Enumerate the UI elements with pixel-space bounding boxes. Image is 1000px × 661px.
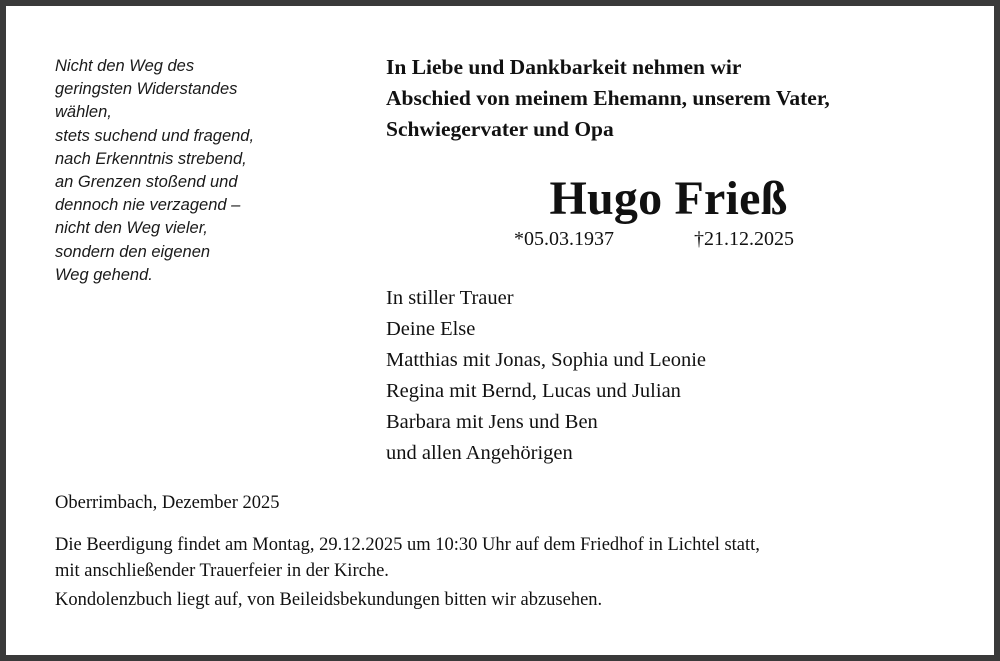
intro-line: In Liebe und Dankbarkeit nehmen wir: [386, 55, 742, 79]
mourner-line: und allen Angehörigen: [386, 442, 573, 464]
death-date: [694, 225, 794, 253]
mourner-line: Barbara mit Jens und Ben: [386, 411, 598, 433]
birth-date-value: 05.03.1937: [524, 228, 614, 250]
poem-line: Weg gehend.: [55, 265, 153, 284]
funeral-line: Die Beerdigung findet am Montag, 29.12.2025 um 10:30 Uhr auf dem Friedhof in Lichtel statt,: [55, 535, 760, 555]
mourner-line: Deine Else: [386, 318, 476, 340]
mourner-line: In stiller Trauer: [386, 287, 514, 309]
mourners-list: [386, 283, 946, 469]
intro-line: Schwiegervater und Opa: [386, 117, 614, 141]
poem-line: wählen,: [55, 103, 112, 122]
death-date-value: 21.12.2025: [704, 228, 794, 250]
mourner-line: Regina mit Bernd, Lucas und Julian: [386, 380, 681, 402]
death-cross-icon: †: [694, 228, 704, 250]
birth-date: [514, 225, 614, 253]
life-dates: [514, 225, 844, 253]
poem-line: geringsten Widerstandes: [55, 80, 238, 99]
poem-line: sondern den eigenen: [55, 242, 211, 261]
poem-line: nicht den Weg vieler,: [55, 219, 208, 238]
mourner-line: Matthias mit Jonas, Sophia und Leonie: [386, 349, 706, 371]
poem: [55, 55, 355, 287]
funeral-line: mit anschließender Trauerfeier in der Kirche.: [55, 561, 389, 581]
poem-line: an Grenzen stoßend und: [55, 173, 238, 192]
farewell-intro: [386, 52, 946, 145]
condolence-note: Kondolenzbuch liegt auf, von Beileidsbekundungen bitten wir abzusehen.: [55, 590, 603, 610]
place-and-date: Oberrimbach, Dezember 2025: [55, 493, 280, 513]
poem-line: nach Erkenntnis strebend,: [55, 149, 247, 168]
birth-star-icon: *: [514, 228, 524, 250]
funeral-info: [55, 532, 955, 584]
poem-line: dennoch nie verzagend –: [55, 196, 241, 215]
obituary-notice: [6, 6, 994, 655]
poem-line: Nicht den Weg des: [55, 57, 195, 75]
intro-line: Abschied von meinem Ehemann, unserem Vater,: [386, 86, 830, 110]
poem-line: stets suchend und fragend,: [55, 126, 255, 145]
deceased-name: Hugo Frieß: [549, 172, 788, 225]
